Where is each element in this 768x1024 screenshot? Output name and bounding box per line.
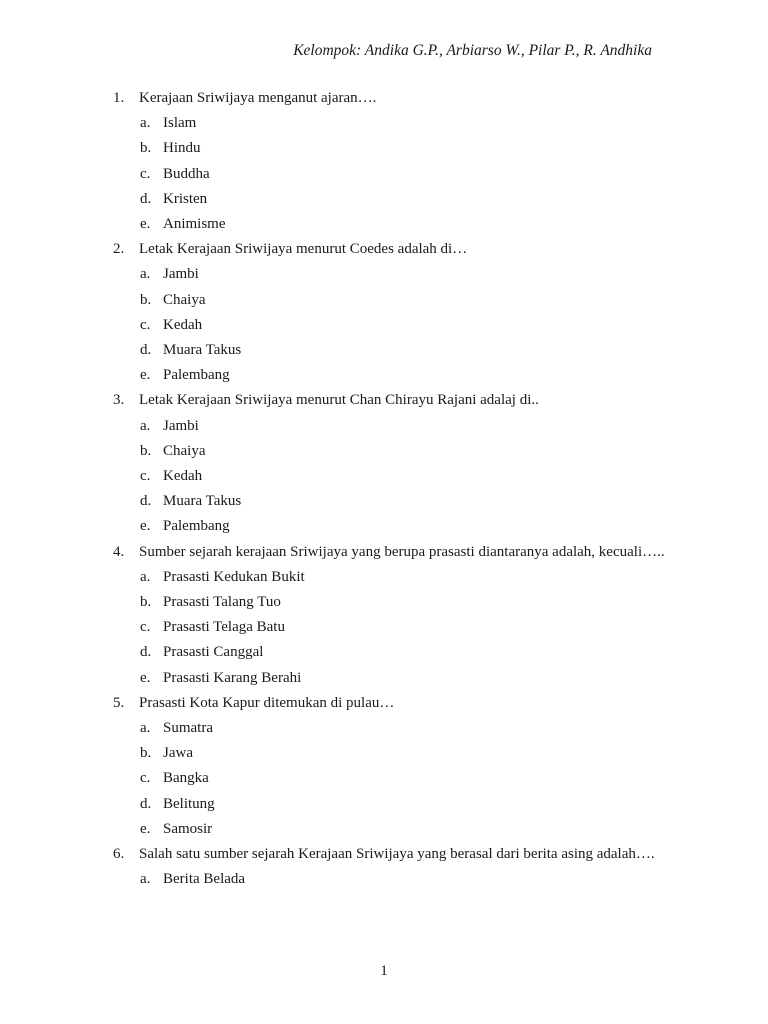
option-b <box>113 288 673 313</box>
question-text: Sumber sejarah kerajaan Sriwijaya yang berupa prasasti diantaranya adalah, kecuali….. <box>139 543 665 560</box>
question-list <box>113 86 673 893</box>
option-e <box>113 817 673 842</box>
option-list <box>113 111 673 237</box>
option-b <box>113 439 673 464</box>
question-3 <box>113 388 673 539</box>
option-text: Samosir <box>163 820 213 837</box>
question-text: Prasasti Kota Kapur ditemukan di pulau… <box>139 694 395 711</box>
option-d <box>113 489 673 514</box>
question-3-line <box>113 388 673 413</box>
question-number: 5. <box>113 694 125 711</box>
option-letter: d. <box>140 644 152 661</box>
option-text: Prasasti Talang Tuo <box>163 594 281 611</box>
option-text: Hindu <box>163 140 201 157</box>
question-text: Kerajaan Sriwijaya menganut ajaran…. <box>139 90 377 106</box>
option-letter: d. <box>140 190 152 207</box>
option-text: Belitung <box>163 795 215 812</box>
option-list <box>113 262 673 388</box>
option-text: Muara Takus <box>163 342 242 359</box>
option-c <box>113 313 673 338</box>
question-number: 4. <box>113 543 125 560</box>
option-letter: b. <box>140 140 152 157</box>
option-letter: d. <box>140 342 152 359</box>
option-letter: c. <box>140 468 151 485</box>
question-5-line <box>113 691 673 716</box>
option-letter: c. <box>140 770 151 787</box>
question-6-line <box>113 842 673 867</box>
option-text: Prasasti Kedukan Bukit <box>163 568 305 585</box>
option-text: Sumatra <box>163 720 213 737</box>
question-5 <box>113 691 673 842</box>
question-number: 1. <box>113 90 125 106</box>
question-4 <box>113 540 673 691</box>
option-a <box>113 414 673 439</box>
option-a <box>113 565 673 590</box>
option-letter: a. <box>140 720 151 737</box>
option-text: Jawa <box>163 745 193 762</box>
option-d <box>113 640 673 665</box>
option-letter: a. <box>140 871 151 888</box>
option-letter: e. <box>140 216 151 233</box>
option-c <box>113 162 673 187</box>
option-letter: c. <box>140 165 151 182</box>
question-text: Letak Kerajaan Sriwijaya menurut Coedes adalah di… <box>139 241 468 258</box>
option-letter: a. <box>140 417 151 434</box>
option-e <box>113 666 673 691</box>
option-e <box>113 363 673 388</box>
option-text: Prasasti Telaga Batu <box>163 619 285 636</box>
option-c <box>113 766 673 791</box>
question-number: 3. <box>113 392 125 409</box>
option-letter: c. <box>140 619 151 636</box>
option-a <box>113 716 673 741</box>
option-text: Bangka <box>163 770 209 787</box>
option-list <box>113 867 673 892</box>
question-number: 6. <box>113 846 125 863</box>
option-letter: d. <box>140 795 152 812</box>
page-header-authors: Kelompok: Andika G.P., Arbiarso W., Pilar P., R. Andhika <box>293 42 652 59</box>
question-2 <box>113 237 673 388</box>
option-text: Buddha <box>163 165 210 182</box>
option-b <box>113 741 673 766</box>
option-list <box>113 565 673 691</box>
option-b <box>113 136 673 161</box>
option-text: Islam <box>163 115 197 132</box>
option-letter: b. <box>140 594 152 611</box>
option-text: Berita Belada <box>163 871 246 888</box>
option-text: Muara Takus <box>163 493 242 510</box>
option-text: Prasasti Canggal <box>163 644 264 661</box>
question-1-line <box>113 86 673 111</box>
option-e <box>113 514 673 539</box>
option-text: Chaiya <box>163 291 206 308</box>
option-letter: e. <box>140 820 151 837</box>
option-a <box>113 111 673 136</box>
option-text: Chaiya <box>163 442 206 459</box>
option-letter: b. <box>140 291 152 308</box>
option-c <box>113 615 673 640</box>
option-e <box>113 212 673 237</box>
question-6 <box>113 842 673 892</box>
option-letter: a. <box>140 266 151 283</box>
option-letter: e. <box>140 518 151 535</box>
option-list <box>113 716 673 842</box>
option-letter: e. <box>140 367 151 384</box>
option-letter: b. <box>140 745 152 762</box>
option-text: Prasasti Karang Berahi <box>163 669 302 686</box>
option-text: Palembang <box>163 518 230 535</box>
option-letter: c. <box>140 316 151 333</box>
question-1 <box>113 86 673 237</box>
option-text: Jambi <box>163 266 199 283</box>
option-a <box>113 262 673 287</box>
question-4-line <box>113 540 673 565</box>
option-c <box>113 464 673 489</box>
option-b <box>113 590 673 615</box>
question-text: Salah satu sumber sejarah Kerajaan Sriwijaya yang berasal dari berita asing adalah…. <box>139 846 655 863</box>
option-text: Kristen <box>163 190 208 207</box>
option-list <box>113 414 673 540</box>
option-text: Jambi <box>163 417 199 434</box>
page-number: 1 <box>380 963 388 979</box>
option-letter: d. <box>140 493 152 510</box>
option-text: Kedah <box>163 316 203 333</box>
option-d <box>113 792 673 817</box>
question-2-line <box>113 237 673 262</box>
option-text: Animisme <box>163 216 226 233</box>
question-text: Letak Kerajaan Sriwijaya menurut Chan Chirayu Rajani adalaj di.. <box>139 392 539 409</box>
option-letter: a. <box>140 115 151 132</box>
question-number: 2. <box>113 241 125 258</box>
option-letter: e. <box>140 669 151 686</box>
option-text: Palembang <box>163 367 230 384</box>
option-letter: a. <box>140 568 151 585</box>
option-text: Kedah <box>163 468 203 485</box>
option-a <box>113 867 673 892</box>
option-d <box>113 338 673 363</box>
option-letter: b. <box>140 442 152 459</box>
option-d <box>113 187 673 212</box>
